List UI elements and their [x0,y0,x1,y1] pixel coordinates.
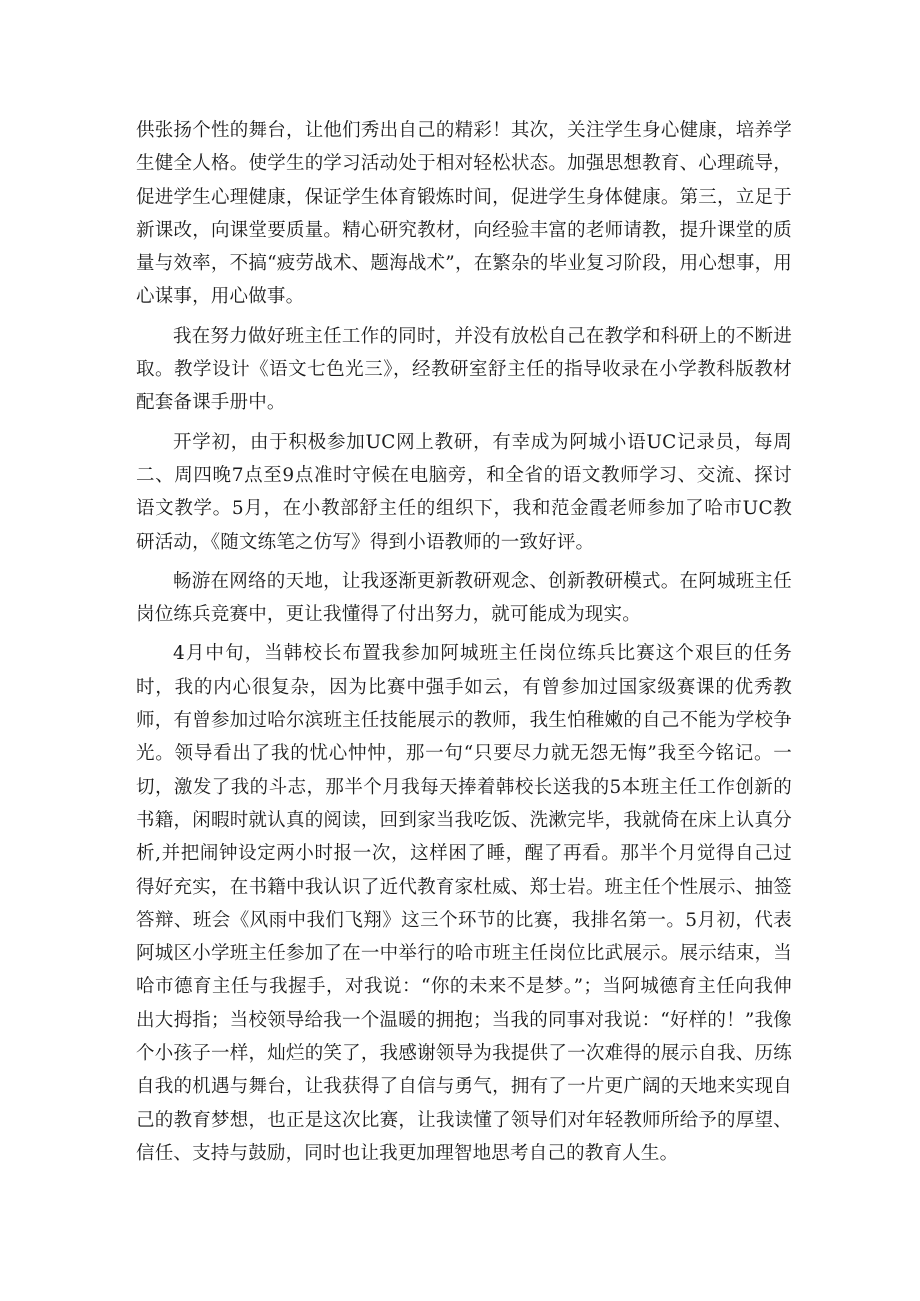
paragraph-2: 我在努力做好班主任工作的同时，并没有放松自己在教学和科研上的不断进取。教学设计《语文七色光三》，经教研室舒主任的指导收录在小学教科版教材配套备课手册中。 [136,325,792,414]
paragraph-3: 开学初，由于积极参加UC网上教研，有幸成为阿城小语UC记录员，每周二、周四晚7点至9点准时守候在电脑旁，和全省的语文教师学习、交流、探讨语文教学。5月，在小教部舒主任的组织下，我和范金霞老师参加了哈市UC教研活动，《随文练笔之仿写》得到小语教师的一致好评。 [136,431,792,553]
paragraph-1: 供张扬个性的舞台，让他们秀出自己的精彩！其次，关注学生身心健康，培养学生健全人格。使学生的学习活动处于相对轻松状态。加强思想教育、心理疏导，促进学生心理健康，保证学生体育锻炼时间，促进学生身体健康。第三，立足于新课改，向课堂要质量。精心研究教材，向经验丰富的老师请教，提升课堂的质量与效率，不搞“疲劳战术、题海战术”，在繁杂的毕业复习阶段，用心想事，用心谋事，用心做事。 [136,120,792,308]
document-body [136,114,792,1176]
paragraph-4: 畅游在网络的天地，让我逐渐更新教研观念、创新教研模式。在阿城班主任岗位练兵竞赛中，更让我懂得了付出努力，就可能成为现实。 [136,570,792,626]
paragraph-5: 4月中旬，当韩校长布置我参加阿城班主任岗位练兵比赛这个艰巨的任务时，我的内心很复杂，因为比赛中强手如云，有曾参加过国家级赛课的优秀教师，有曾参加过哈尔滨班主任技能展示的教师，我生怕稚嫩的自己不能为学校争光。领导看出了我的忧心忡忡，那一句“只要尽力就无怨无悔”我至今铭记。一切，激发了我的斗志，那半个月我每天捧着韩校长送我的5本班主任工作创新的书籍，闲暇时就认真的阅读，回到家当我吃饭、洗漱完毕，我就倚在床上认真分析,并把闹钟设定两小时报一次，这样困了睡，醒了再看。那半个月觉得自己过得好充实，在书籍中我认识了近代教育家杜威、郑士岩。班主任个性展示、抽签答辩、班会《风雨中我们飞翔》这三个环节的比赛，我排名第一。5月初，代表阿城区小学班主任参加了在一中举行的哈市班主任岗位比武展示。展示结束，当哈市德育主任与我握手，对我说：“你的未来不是梦。”；当阿城德育主任向我伸出大拇指；当校领导给我一个温暖的拥抱；当我的同事对我说：“好样的！”我像个小孩子一样，灿烂的笑了，我感谢领导为我提供了一次难得的展示自我、历练自我的机遇与舞台，让我获得了自信与勇气，拥有了一片更广阔的天地来实现自己的教育梦想，也正是这次比赛，让我读懂了领导们对年轻教师所给予的厚望、信任、支持与鼓励，同时也让我更加理智地思考自己的教育人生。 [136,643,792,1164]
